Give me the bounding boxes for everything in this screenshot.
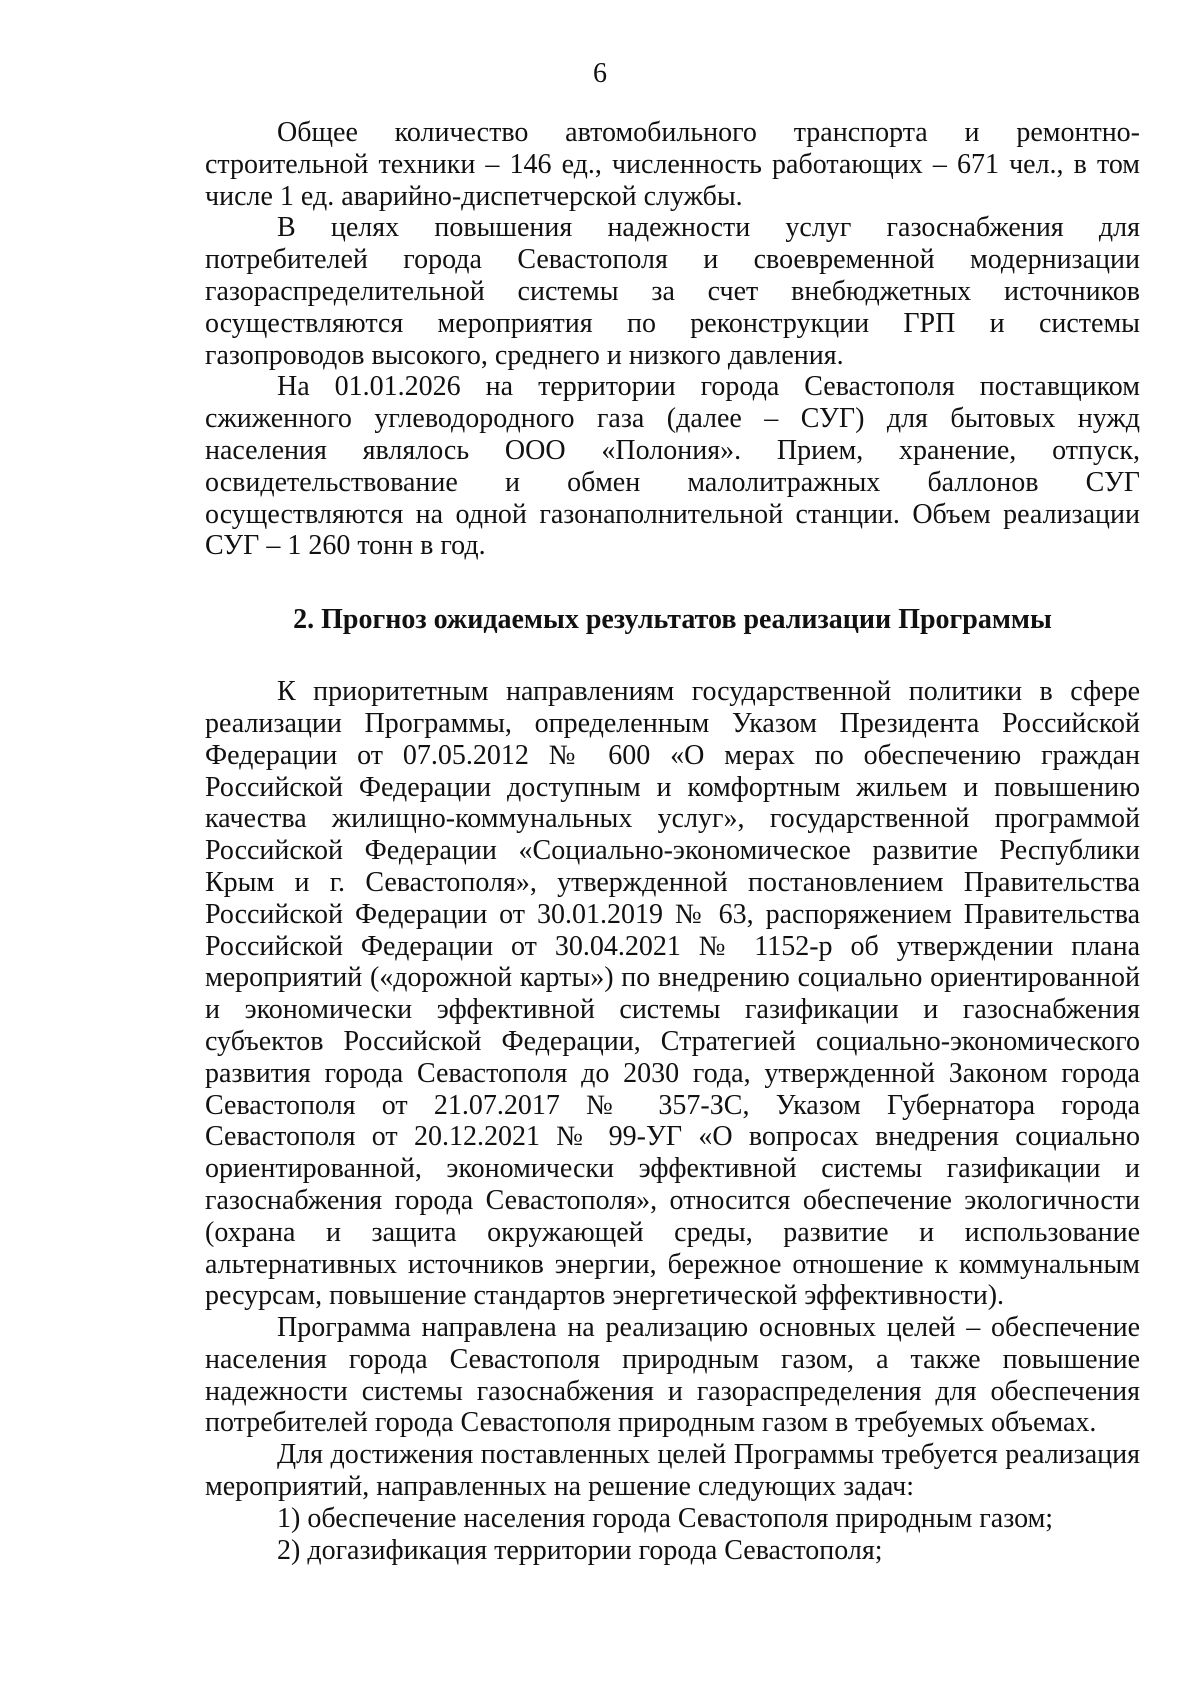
paragraph-reliability-measures: В целях повышения надежности услуг газоснабжения для потребителей города Севастополя и своевременной модернизации газораспределительной системы за счет внебюджетных источников осуществляются мероприятия по реконструкции ГРП и системы газопроводов высокого, среднего и низкого давления. (205, 212, 1140, 371)
paragraph-lpg-supplier: На 01.01.2026 на территории города Севастополя поставщиком сжиженного углеводородного газа (далее – СУГ) для бытовых нужд населения являлось ООО «Полония». Прием, хранение, отпуск, освидетельствование и обмен малолитражных баллонов СУГ осуществляются на одной газонаполнительной станции. Объем реализации СУГ – 1 260 тонн в год. (205, 371, 1140, 562)
section-heading: 2. Прогноз ожидаемых результатов реализации Программы (293, 604, 1052, 636)
paragraph-tasks-intro: Для достижения поставленных целей Программы требуется реализация мероприятий, направленных на решение следующих задач: (205, 1439, 1140, 1503)
task-item-1: 1) обеспечение населения города Севастополя природным газом; (277, 1502, 1054, 1534)
task-item-2: 2) догазификация территории города Севастополя; (277, 1534, 883, 1566)
page-number: 6 (593, 58, 607, 89)
paragraph-program-goals: Программа направлена на реализацию основных целей – обеспечение населения города Севастополя природным газом, а также повышение надежности системы газоснабжения и газораспределения для обеспечения потребителей города Севастополя природным газом в требуемых объемах. (205, 1312, 1140, 1439)
paragraph-transport-staff: Общее количество автомобильного транспорта и ремонтно-строительной техники – 146 ед., численность работающих – 671 чел., в том числе 1 ед. аварийно-диспетчерской службы. (205, 117, 1140, 212)
document-body (205, 117, 1140, 1566)
paragraph-policy-priorities: К приоритетным направлениям государственной политики в сфере реализации Программы, определенным Указом Президента Российской Федерации от 07.05.2012 № 600 «О мерах по обеспечению граждан Российской Федерации доступным и комфортным жильем и повышению качества жилищно-коммунальных услуг», государственной программой Российской Федерации «Социально-экономическое развитие Республики Крым и г. Севастополя», утвержденной постановлением Правительства Российской Федерации от 30.01.2019 № 63, распоряжением Правительства Российской Федерации от 30.04.2021 № 1152-р об утверждении плана мероприятий («дорожной карты») по внедрению социально ориентированной и экономически эффективной системы газификации и газоснабжения субъектов Российской Федерации, Стратегией социально-экономического развития города Севастополя до 2030 года, утвержденной Законом города Севастополя от 21.07.2017 № 357-ЗС, Указом Губернатора города Севастополя от 20.12.2021 № 99-УГ «О вопросах внедрения социально ориентированной, экономически эффективной системы газификации и газоснабжения города Севастополя», относится обеспечение экологичности (охрана и защита окружающей среды, развитие и использование альтернативных источников энергии, бережное отношение к коммунальным ресурсам, повышение стандартов энергетической эффективности). (205, 676, 1140, 1312)
